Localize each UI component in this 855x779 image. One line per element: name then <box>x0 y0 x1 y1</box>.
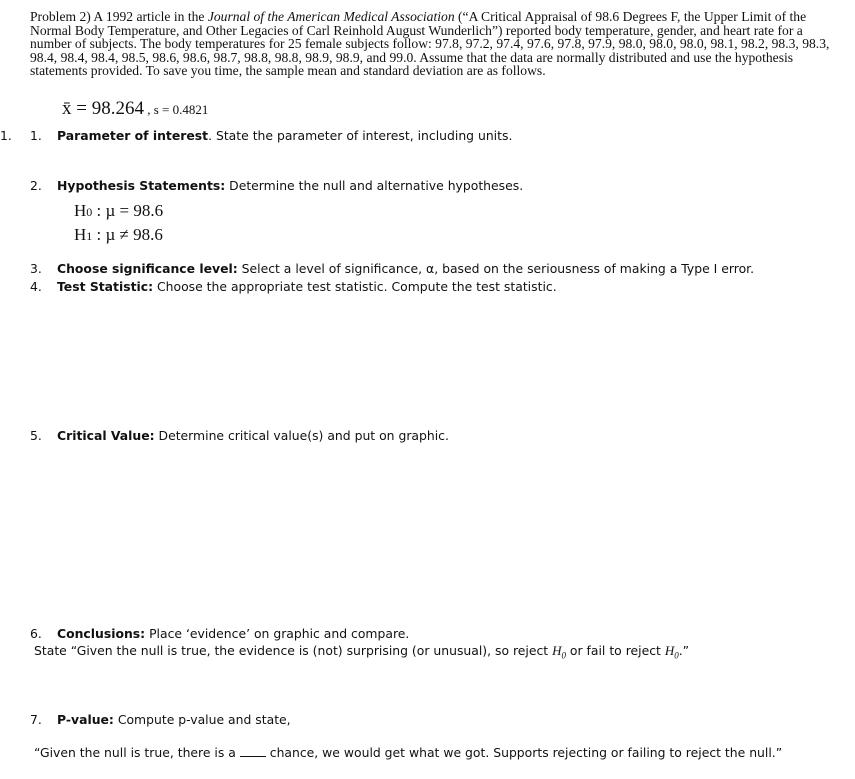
item-title: Critical Value: <box>57 428 155 443</box>
item-1-number <box>30 128 42 143</box>
statement-part: chance, we would get what we got. Supports rejecting or failing to reject the null.” <box>265 745 783 760</box>
item-number: 1. <box>30 128 42 143</box>
item-text: Determine critical value(s) and put on graphic. <box>154 428 449 443</box>
problem-intro <box>30 10 835 78</box>
h0-symbol <box>552 643 566 661</box>
h-label: H <box>664 643 675 658</box>
h0-symbol <box>664 643 679 661</box>
pvalue-statement <box>34 745 782 760</box>
item-4-body <box>57 279 557 294</box>
statement-part: or fail to reject <box>565 643 665 658</box>
h-subscript: 0 <box>561 650 566 661</box>
stats-separator: , <box>143 102 154 117</box>
item-7-body <box>57 712 291 727</box>
statement-part: State “Given the null is true, the evidence is (not) surprising (or unusual), so reject <box>34 643 553 658</box>
item-number: 4. <box>30 279 42 294</box>
item-text: Compute p-value and state, <box>113 712 291 727</box>
alternative-hypothesis <box>74 225 163 245</box>
item-7-number <box>30 712 42 727</box>
item-number: 5. <box>30 428 42 443</box>
item-5-body <box>57 428 449 443</box>
statement-part: .” <box>678 643 690 658</box>
intro-rest: (“A Critical Appraisal of 98.6 Degrees F, the Upper Limit of the Normal Body Temperature, and Other Legacies of Carl Reinhold August Wunderlich”) reported body temperature, gender, and heart rate for a number of subjects. The body temperatures for 25 female subjects follow: 97.8, 97.2, 97.4, 97.6, 97.8, 97.9, 98.0, 98.0, 98.0, 98.1, 98.2, 98.3, 98.3, 98.4, 98.4, 98.4, 98.5, 98.6, 98.6, 98.7, 98.8, 98.8, 98.9, 98.9, and 99.0. Assume that the data are normally distributed and use the hypothesis statements provided. To save you time, the sample mean and standard deviation are as follows. <box>30 9 830 79</box>
h-statement: : µ ≠ 98.6 <box>92 225 163 244</box>
item-number: 3. <box>30 261 42 276</box>
item-6-number <box>30 626 42 641</box>
journal-name: Journal of the American Medical Association <box>207 9 455 24</box>
item-2-body <box>57 178 523 193</box>
item-title: Choose significance level: <box>57 261 238 276</box>
item-6-body <box>57 626 409 641</box>
h-subscript: 0 <box>674 650 679 661</box>
item-4-number <box>30 279 42 294</box>
h-subscript: 1 <box>86 229 93 243</box>
item-title: Hypothesis Statements: <box>57 178 226 193</box>
h-label: H <box>74 201 87 220</box>
statement-part: “Given the null is true, there is a <box>34 745 240 760</box>
item-number: 7. <box>30 712 42 727</box>
null-hypothesis <box>74 201 163 221</box>
conclusion-statement <box>34 643 689 661</box>
fill-in-blank[interactable] <box>240 746 266 757</box>
item-3-number <box>30 261 42 276</box>
h-label: H <box>552 643 562 658</box>
item-number: 6. <box>30 626 42 641</box>
item-title: Parameter of interest <box>57 128 209 143</box>
h-label: H <box>74 225 87 244</box>
h-subscript: 0 <box>86 205 93 219</box>
item-text: Select a level of significance, α, based on the seriousness of making a Type I error. <box>237 261 755 276</box>
intro-lead: Problem 2) A 1992 article in the <box>30 9 208 24</box>
item-number: 1. <box>0 128 12 143</box>
item-text: Determine the null and alternative hypotheses. <box>225 178 524 193</box>
item-title: Conclusions: <box>57 626 146 641</box>
sample-sd: s = 0.4821 <box>153 102 209 117</box>
item-text: Choose the appropriate test statistic. Compute the test statistic. <box>153 279 557 294</box>
item-2-number <box>30 178 42 193</box>
item-number: 2. <box>30 178 42 193</box>
item-text: Place ‘evidence’ on graphic and compare. <box>145 626 410 641</box>
h-statement: : µ = 98.6 <box>92 201 164 220</box>
item-text: . State the parameter of interest, including units. <box>208 128 513 143</box>
sample-mean: x̄ = 98.264 <box>62 98 144 119</box>
item-3-body <box>57 261 754 276</box>
item-title: Test Statistic: <box>57 279 154 294</box>
sample-statistics <box>62 98 208 120</box>
item-title: P-value: <box>57 712 114 727</box>
item-5-number <box>30 428 42 443</box>
item-1-body <box>57 128 512 143</box>
